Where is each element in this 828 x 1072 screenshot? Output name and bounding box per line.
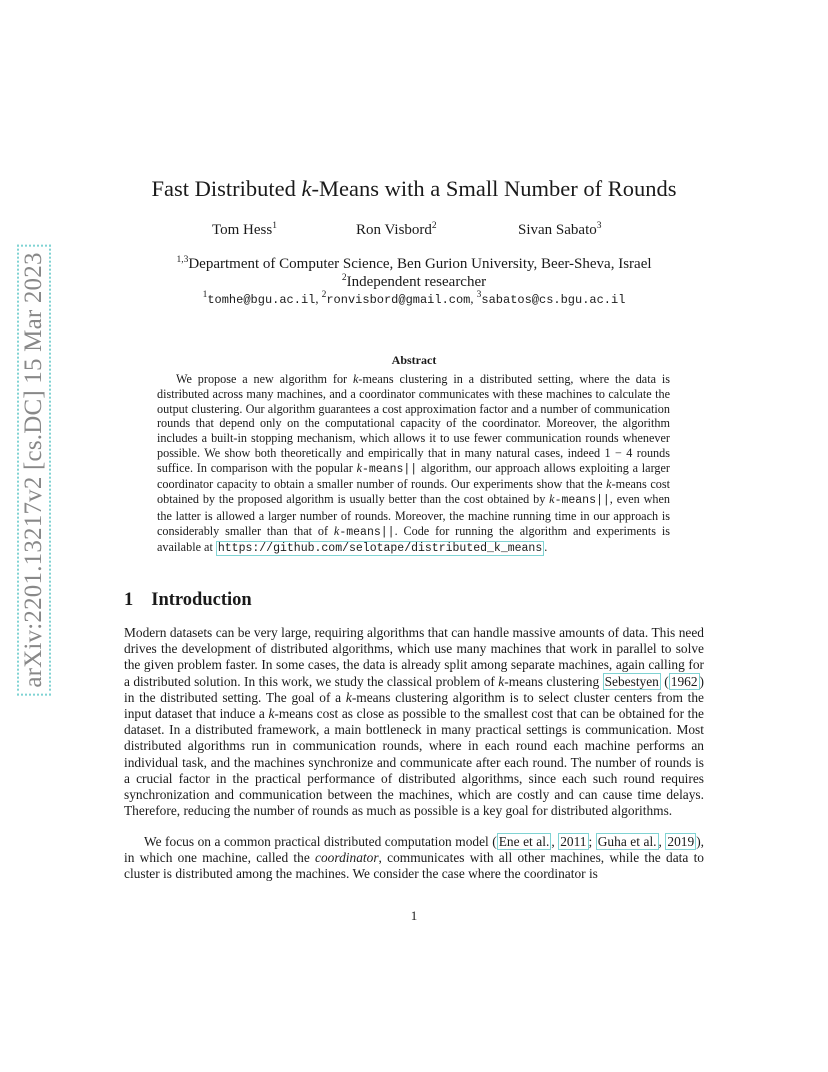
citation-guha[interactable]: Guha et al. (597, 834, 657, 849)
abstract-heading: Abstract (391, 353, 437, 367)
abstract-body: We propose a new algorithm for k-means clustering in a distributed setting, where the data is distributed across many machines, and a coordinator communicates with these machines to calculate the output clustering. Our algorithm guarantees a cost approximation factor and a number of communication rounds that depend only on the computational capacity of the coordinator. Moreover, the algorithm includes a built-in stopping mechanism, which allows it to use fewer communication rounds whenever possible. We show both theoretically and empirically that in many natural cases, indeed 1 − 4 rounds suffice. In comparison with the popular k-means|| algorithm, our approach allows exploiting a larger coordinator capacity to obtain a smaller number of rounds. Our experiments show that the k-means cost obtained by the proposed algorithm is usually better than the cost obtained by k-means||, even when the latter is allowed a larger number of rounds. Moreover, the machine running time in our approach is considerably smaller than that of k-means||. Code for running the algorithm and experiments is available at https://github.com/selotape/distributed_k_means . (157, 372, 670, 556)
citation-ene[interactable]: Ene et al. (498, 834, 550, 849)
author-tom-hess: Tom Hess$^1$ (212, 221, 277, 238)
title-k-variable: k (301, 176, 312, 201)
intro-paragraph-2: We focus on a common practical distributed computation model ( Ene et al. , 2011 ; Guha et al. , 2019 ), in which one machine, called the coordinator, communicates with all other machines, while the data to cluster is distributed among the machines. We consider the case where the coordinator is (124, 834, 704, 882)
affiliation-bgu: $^{1,3}$Department of Computer Science, Ben Gurion University, Beer-Sheva, Israel (176, 255, 652, 272)
intro-paragraph-1: Modern datasets can be very large, requiring algorithms that can handle massive amounts of data. This need drives the development of distributed algorithms, which use many machines that work in parallel to solve the given problem faster. In some cases, the data is already split among separate machines, again calling for a distributed solution. In this work, we study the classical problem of k-means clustering Sebestyen ( 1962 ) in the distributed setting. The goal of a k-means clustering algorithm is to select cluster centers from the input dataset that induce a k-means cost as close as possible to the smallest cost that can be obtained for the dataset. In a distributed framework, a main bottleneck in many practical settings is communication. Most distributed algorithms run in communication rounds, where in each round each machine performs an individual task, and the machines synchronize and communicate after each round. The number of rounds is a crucial factor in the practical performance of distributed algorithms, since each such round requires synchronization and communication between the machines, which are costly and can cause time delays. Therefore, reducing the number of rounds as much as possible is a key goal for distributed algorithms. (124, 625, 705, 819)
section-heading-introduction: 1 Introduction (124, 590, 252, 610)
citation-ene-year[interactable]: 2011 (560, 834, 587, 849)
citation-sebestyen[interactable]: Sebestyen (604, 673, 659, 689)
arxiv-sidebar (14, 250, 54, 690)
email-ron[interactable]: ronvisbord@gmail.com (326, 293, 471, 307)
arxiv-identifier[interactable]: arXiv:2201.13217v2 [cs.DC] 15 Mar 2023 (17, 244, 51, 695)
page-number: 1 (410, 908, 418, 923)
author-ron-visbord: Ron Visbord$^2$ (356, 221, 437, 238)
citation-sebestyen-year[interactable]: 1962 (670, 673, 698, 689)
email-sivan[interactable]: sabatos@cs.bgu.ac.il (481, 293, 626, 307)
citation-guha-year[interactable]: 2019 (667, 834, 695, 849)
author-emails: $^1$tomhe@bgu.ac.il, $^2$ronvisbord@gmail.com, $^3$sabatos@cs.bgu.ac.il (202, 290, 626, 307)
author-sivan-sabato: Sivan Sabato$^3$ (518, 221, 602, 238)
affiliation-independent: $^2$Independent researcher (341, 273, 487, 290)
email-tom[interactable]: tomhe@bgu.ac.il (207, 293, 316, 307)
paper-title: Fast Distributed k-Means with a Small Number of Rounds (151, 176, 677, 201)
code-repo-link[interactable]: https://github.com/selotape/distributed_k_means (217, 542, 543, 556)
